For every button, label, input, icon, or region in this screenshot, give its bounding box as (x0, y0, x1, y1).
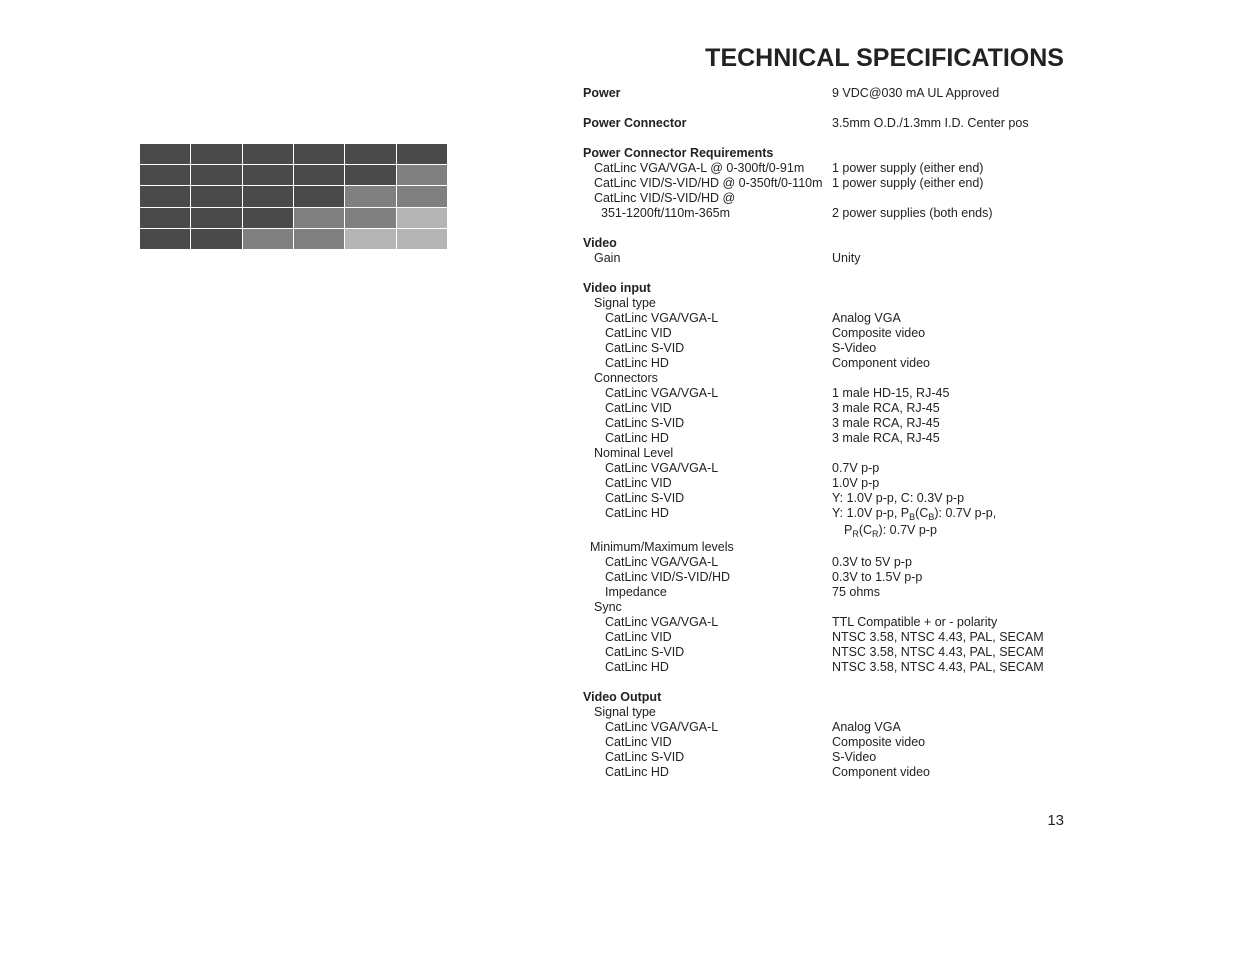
grid-cell (140, 144, 190, 164)
spec-label: CatLinc S-VID (605, 645, 685, 659)
grid-cell (397, 229, 447, 249)
spec-heading (583, 86, 1073, 101)
spec-row (583, 506, 1073, 521)
spec-value: NTSC 3.58, NTSC 4.43, PAL, SECAM (832, 645, 1044, 659)
spec-label: Nominal Level (594, 446, 674, 460)
spec-row (583, 371, 1073, 386)
spec-label: CatLinc VGA/VGA-L (605, 720, 719, 734)
spec-row (583, 735, 1073, 750)
spec-label: Video input (583, 281, 651, 295)
spec-label: CatLinc VGA/VGA-L (605, 386, 719, 400)
spec-label: CatLinc VGA/VGA-L @ 0-300ft/0-91m (594, 161, 805, 175)
value-text: ): 0.7V p-p, (934, 506, 997, 520)
spec-row (583, 251, 1073, 266)
spec-label: CatLinc VID/S-VID/HD @ 0-350ft/0-110m (594, 176, 823, 190)
spec-row (583, 600, 1073, 615)
spec-value: Analog VGA (832, 720, 901, 734)
grid-cell (345, 144, 395, 164)
spec-row (583, 523, 1073, 538)
spec-value: Component video (832, 765, 930, 779)
spec-label: Impedance (605, 585, 667, 599)
page-number: 13 (1047, 812, 1064, 829)
spec-row (583, 311, 1073, 326)
subscript-text: B (909, 512, 916, 522)
spec-row (583, 615, 1073, 630)
spec-row (583, 720, 1073, 735)
grid-cell (191, 144, 241, 164)
grid-cell (191, 208, 241, 228)
grid-cell (294, 144, 344, 164)
spec-row (583, 176, 1073, 191)
spec-heading (583, 281, 1073, 296)
spec-row (583, 341, 1073, 356)
spec-label: CatLinc HD (605, 356, 669, 370)
spec-label: Video (583, 236, 617, 250)
spec-row (583, 585, 1073, 600)
page-title: TECHNICAL SPECIFICATIONS (705, 44, 1064, 72)
spec-label: CatLinc VID/S-VID/HD (605, 570, 731, 584)
grid-cell (294, 186, 344, 206)
spec-label: CatLinc HD (605, 765, 669, 779)
value-text: P (844, 523, 853, 537)
spec-label: Power Connector (583, 116, 687, 130)
grid-cell (243, 229, 293, 249)
spec-row (583, 326, 1073, 341)
spec-value: 3.5mm O.D./1.3mm I.D. Center pos (832, 116, 1029, 130)
spec-label: CatLinc VID/S-VID/HD @ (594, 191, 736, 205)
grid-cell (397, 144, 447, 164)
spec-label: CatLinc VID (605, 326, 672, 340)
spec-row (583, 705, 1073, 720)
spec-row (583, 555, 1073, 570)
spec-label: Signal type (594, 705, 656, 719)
spec-label: CatLinc VID (605, 401, 672, 415)
spec-row (583, 630, 1073, 645)
spec-row (583, 191, 1073, 206)
spec-label: CatLinc HD (605, 506, 669, 520)
grid-cell (243, 208, 293, 228)
spec-label: CatLinc VID (605, 476, 672, 490)
grid-cell (345, 165, 395, 185)
spec-label: CatLinc HD (605, 660, 669, 674)
spec-heading (583, 146, 1073, 161)
spec-row (583, 540, 1073, 555)
spec-label: CatLinc VGA/VGA-L (605, 311, 719, 325)
spec-value: 0.7V p-p (832, 461, 880, 475)
spec-label: CatLinc VID (605, 735, 672, 749)
spec-value: 1.0V p-p (832, 476, 880, 490)
spec-value: Analog VGA (832, 311, 901, 325)
spec-row (583, 296, 1073, 311)
spec-label: CatLinc VID (605, 630, 672, 644)
grid-cell (345, 186, 395, 206)
spec-row (583, 386, 1073, 401)
grid-cell (345, 208, 395, 228)
spec-value: 2 power supplies (both ends) (832, 206, 993, 220)
value-text: (C (858, 523, 873, 537)
spec-row (583, 476, 1073, 491)
spec-value: 0.3V to 1.5V p-p (832, 570, 923, 584)
spec-row (583, 431, 1073, 446)
grid-cell (140, 208, 190, 228)
grid-cell (191, 186, 241, 206)
grid-cell (294, 165, 344, 185)
grid-cell (140, 229, 190, 249)
spec-row (583, 416, 1073, 431)
spec-label: Connectors (594, 371, 658, 385)
spec-value: Y: 1.0V p-p, C: 0.3V p-p (832, 491, 965, 505)
spec-value: 1 power supply (either end) (832, 176, 984, 190)
spec-value: 1 male HD-15, RJ-45 (832, 386, 950, 400)
spec-label: CatLinc HD (605, 431, 669, 445)
spec-heading (583, 690, 1073, 705)
spec-value: Unity (832, 251, 861, 265)
spec-label: Minimum/Maximum levels (590, 540, 734, 554)
spec-value: 9 VDC@030 mA UL Approved (832, 86, 1000, 100)
spec-value: Composite video (832, 326, 926, 340)
spec-row (583, 491, 1073, 506)
spec-label: CatLinc S-VID (605, 750, 685, 764)
spec-label: CatLinc VGA/VGA-L (605, 615, 719, 629)
spec-value: NTSC 3.58, NTSC 4.43, PAL, SECAM (832, 660, 1044, 674)
spec-value: 75 ohms (832, 585, 880, 599)
spec-row (583, 356, 1073, 371)
grid-cell (191, 165, 241, 185)
spec-value: S-Video (832, 341, 877, 355)
grid-cell (191, 229, 241, 249)
grid-cell (397, 165, 447, 185)
grid-cell (294, 229, 344, 249)
spec-value (844, 523, 937, 538)
shade-grid-graphic (140, 144, 447, 249)
spec-row (583, 161, 1073, 176)
subscript-text: R (852, 529, 859, 539)
spec-label: CatLinc VGA/VGA-L (605, 461, 719, 475)
spec-value: 3 male RCA, RJ-45 (832, 431, 940, 445)
spec-label: Power (583, 86, 621, 100)
grid-cell (243, 186, 293, 206)
spec-label: CatLinc S-VID (605, 416, 685, 430)
grid-cell (140, 165, 190, 185)
spec-value: S-Video (832, 750, 877, 764)
grid-cell (397, 186, 447, 206)
spec-value: NTSC 3.58, NTSC 4.43, PAL, SECAM (832, 630, 1044, 644)
spec-row (583, 206, 1073, 221)
subscript-text: B (928, 512, 935, 522)
spec-value: Component video (832, 356, 930, 370)
grid-cell (243, 165, 293, 185)
grid-cell (397, 208, 447, 228)
value-text: Y: 1.0V p-p, P (832, 506, 910, 520)
spec-label: Video Output (583, 690, 662, 704)
grid-cell (243, 144, 293, 164)
spec-row (583, 660, 1073, 675)
spec-value: 3 male RCA, RJ-45 (832, 401, 940, 415)
spec-label: Sync (594, 600, 622, 614)
spec-value: 0.3V to 5V p-p (832, 555, 912, 569)
spec-row (583, 645, 1073, 660)
grid-cell (345, 229, 395, 249)
spec-row (583, 461, 1073, 476)
spec-value: 3 male RCA, RJ-45 (832, 416, 940, 430)
value-text: ): 0.7V p-p (878, 523, 937, 537)
spec-heading (583, 116, 1073, 131)
spec-value (832, 506, 996, 521)
spec-heading (583, 236, 1073, 251)
spec-label: CatLinc S-VID (605, 491, 685, 505)
grid-cell (140, 186, 190, 206)
value-text: (C (915, 506, 929, 520)
spec-label: 351-1200ft/110m-365m (601, 206, 731, 220)
spec-value: TTL Compatible + or - polarity (832, 615, 998, 629)
spec-row (583, 750, 1073, 765)
spec-row (583, 765, 1073, 780)
spec-label: CatLinc VGA/VGA-L (605, 555, 719, 569)
spec-label: CatLinc S-VID (605, 341, 685, 355)
spec-row (583, 401, 1073, 416)
spec-row (583, 570, 1073, 585)
spec-label: Gain (594, 251, 621, 265)
grid-cell (294, 208, 344, 228)
subscript-text: R (872, 529, 879, 539)
spec-row (583, 446, 1073, 461)
spec-value: 1 power supply (either end) (832, 161, 984, 175)
spec-label: Signal type (594, 296, 656, 310)
spec-label: Power Connector Requirements (583, 146, 774, 160)
spec-value: Composite video (832, 735, 926, 749)
